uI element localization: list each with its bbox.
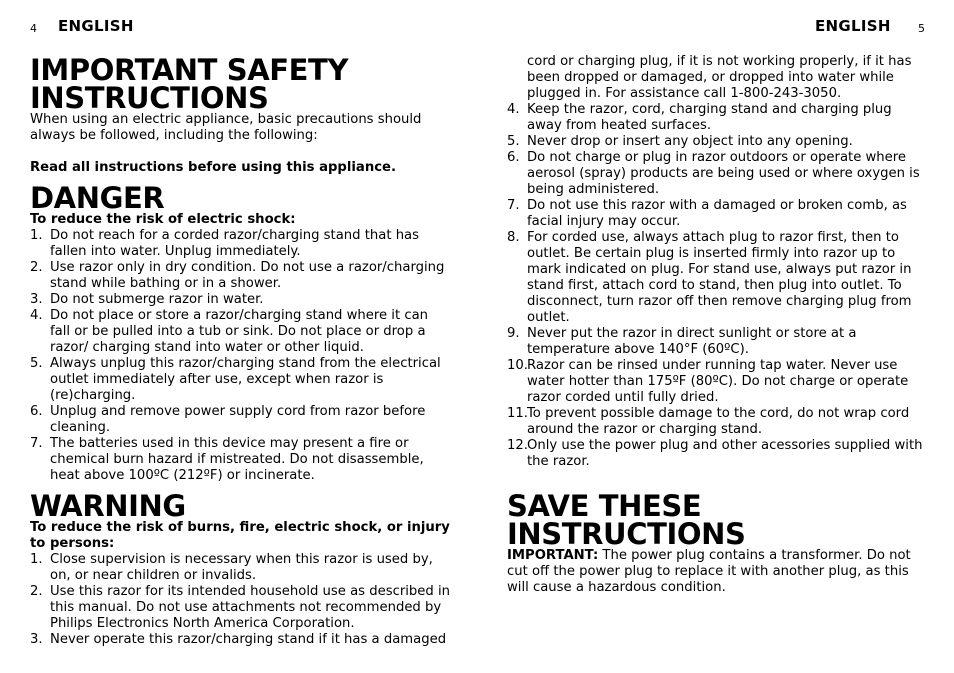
list-item: 3. Never operate this razor/charging stand if it has a damaged xyxy=(30,632,447,647)
danger-subheading: To reduce the risk of electric shock: xyxy=(30,212,296,227)
important-notice xyxy=(507,548,927,596)
warning-subheading: To reduce the risk of burns, fire, electric shock, or injury to persons: xyxy=(30,520,450,551)
list-item: 11. To prevent possible damage to the cord, do not wrap cord around the razor or charging stand. xyxy=(507,406,910,437)
language-header: ENGLISH xyxy=(58,17,134,35)
page-number: 4 xyxy=(30,22,37,35)
list-item: 5. Always unplug this razor/charging stand from the electrical outlet immediately after use, except when razor is (re)charging. xyxy=(30,356,441,403)
danger-list xyxy=(30,228,450,484)
warning-heading: WARNING xyxy=(30,489,186,523)
right-column xyxy=(507,54,927,596)
save-instructions-title: SAVE THESE INSTRUCTIONS xyxy=(507,489,746,551)
list-item: 2. Use this razor for its intended household use as described in this manual. Do not use attachments not recommended by Philips Electronics North America Corporation. xyxy=(30,584,450,631)
intro-paragraph: When using an electric appliance, basic precautions should always be followed, including the following: xyxy=(30,112,422,143)
list-item: 12. Only use the power plug and other acessories supplied with the razor. xyxy=(507,438,923,469)
important-label: IMPORTANT: xyxy=(507,548,599,563)
important-text: The power plug contains a transformer. Do not cut off the power plug to replace it with another plug, as this will cause a hazardous condition. xyxy=(507,548,911,595)
list-item: 7. Do not use this razor with a damaged or broken comb, as facial injury may occur. xyxy=(507,198,907,229)
list-item: 7. The batteries used in this device may present a fire or chemical burn hazard if mistreated. Do not disassemble, heat above 100ºC (212ºF) or incinerate. xyxy=(30,436,424,483)
left-column xyxy=(30,53,450,648)
list-item: 3. Do not submerge razor in water. xyxy=(30,292,264,307)
list-item: 1. Do not reach for a corded razor/charging stand that has fallen into water. Unplug immediately. xyxy=(30,228,420,259)
list-item: 4. Keep the razor, cord, charging stand and charging plug away from heated surfaces. xyxy=(507,102,892,133)
warning-list xyxy=(30,552,450,648)
list-item: 1. Close supervision is necessary when this razor is used by, on, or near children or invalids. xyxy=(30,552,433,583)
list-item: 2. Use razor only in dry condition. Do not use a razor/charging stand while bathing or in a shower. xyxy=(30,260,445,291)
language-header: ENGLISH xyxy=(815,17,891,35)
list-item: 5. Never drop or insert any object into any opening. xyxy=(507,134,853,149)
continuation-text: cord or charging plug, if it is not working properly, if it has been dropped or damaged, or dropped into water while plugged in. For assistance call 1-800-243-3050. xyxy=(527,54,912,101)
page-title: IMPORTANT SAFETY INSTRUCTIONS xyxy=(30,53,349,115)
list-item: 6. Do not charge or plug in razor outdoors or operate where aerosol (spray) products are being used or where oxygen is being administered. xyxy=(507,150,920,197)
read-all-notice: Read all instructions before using this appliance. xyxy=(30,160,396,175)
danger-heading: DANGER xyxy=(30,181,165,215)
list-item: 9. Never put the razor in direct sunlight or store at a temperature above 140°F (60ºC). xyxy=(507,326,857,357)
list-item: 6. Unplug and remove power supply cord from razor before cleaning. xyxy=(30,404,426,435)
list-item: 10. Razor can be rinsed under running tap water. Never use water hotter than 175ºF (80ºC). Do not charge or operate razor corded until fully dried. xyxy=(507,358,909,405)
list-item: 4. Do not place or store a razor/charging stand where it can fall or be pulled into a tub or sink. Do not place or drop a razor/ charging stand into water or other liquid. xyxy=(30,308,429,355)
right-page xyxy=(477,0,954,673)
list-item: 8. For corded use, always attach plug to razor first, then to outlet. Be certain plug is inserted firmly into razor up to mark indicated on plug. For stand use, always put razor in stand first, attach cord to stand, then plug into outlet. To disconnect, turn razor off then remove charging plug from outlet. xyxy=(507,230,912,325)
page-number: 5 xyxy=(918,22,925,35)
precautions-list xyxy=(507,102,927,470)
